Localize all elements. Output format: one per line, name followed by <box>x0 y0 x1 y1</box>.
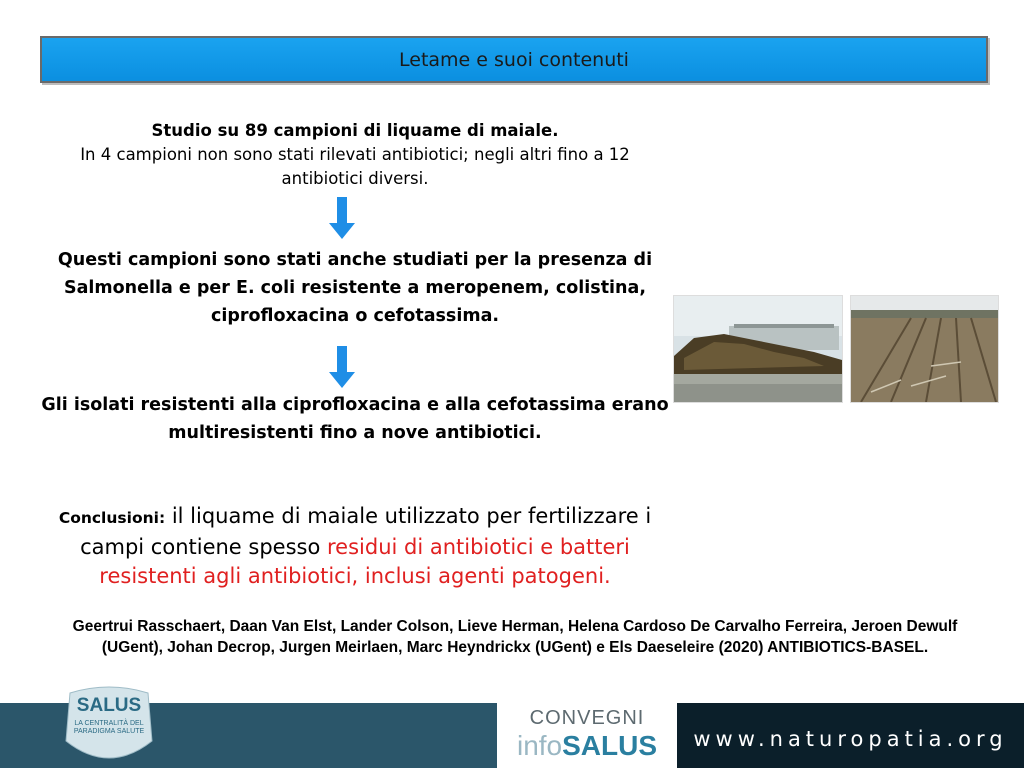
down-arrow-icon <box>329 346 355 388</box>
conclusion-label: Conclusioni: <box>58 509 166 527</box>
badge-subtitle: LA CENTRALITÀ DEL PARADIGMA SALUTE <box>73 720 145 735</box>
down-arrow-icon <box>329 197 355 239</box>
website-panel <box>677 703 1024 768</box>
study-detail: In 4 campioni non sono stati rilevati antibiotici; negli altri fino a 12 antibiotici diversi. <box>80 145 630 188</box>
conclusion <box>40 502 670 591</box>
website-link[interactable]: www.naturopatia.org <box>693 727 1008 751</box>
references: Geertrui Rasschaert, Daan Van Elst, Lander Colson, Lieve Herman, Helena Cardoso De Carvalho Ferreira, Jeroen Dewulf (UGent), Johan Decrop, Jurgen Meirlaen, Marc Heyndrickx (UGent) e Els Daeseleire (2020) ANTIBIOTICS-BASEL. <box>72 618 958 656</box>
convegni-logo <box>497 703 677 768</box>
title-bar <box>40 36 988 83</box>
study-heading: Studio su 89 campioni di liquame di maiale. <box>151 121 559 140</box>
infosalus-label: infoSALUS <box>516 730 658 761</box>
salus-badge <box>60 685 158 768</box>
study-summary <box>40 119 670 191</box>
convegni-label: CONVEGNI <box>529 707 645 729</box>
field-photo <box>850 295 999 403</box>
step-salmonella: Questi campioni sono stati anche studiati per la presenza di Salmonella e per E. coli resistente a meropenem, colistina, ciprofloxacina o cefotassima. <box>57 250 653 326</box>
step-multiresistant: Gli isolati resistenti alla ciprofloxacina e alla cefotassima erano multiresistenti fino a nove antibiotici. <box>41 395 669 443</box>
slide-title: Letame e suoi contenuti <box>399 49 629 71</box>
manure-pile-photo <box>673 295 843 403</box>
badge-title: SALUS <box>76 695 142 716</box>
conclusion-highlight: residui di antibiotici e batteri resistenti agli antibiotici, inclusi agenti patogeni. <box>99 535 630 588</box>
conclusion-text: il liquame di maiale utilizzato per fertilizzare i campi contiene spesso <box>80 504 652 559</box>
